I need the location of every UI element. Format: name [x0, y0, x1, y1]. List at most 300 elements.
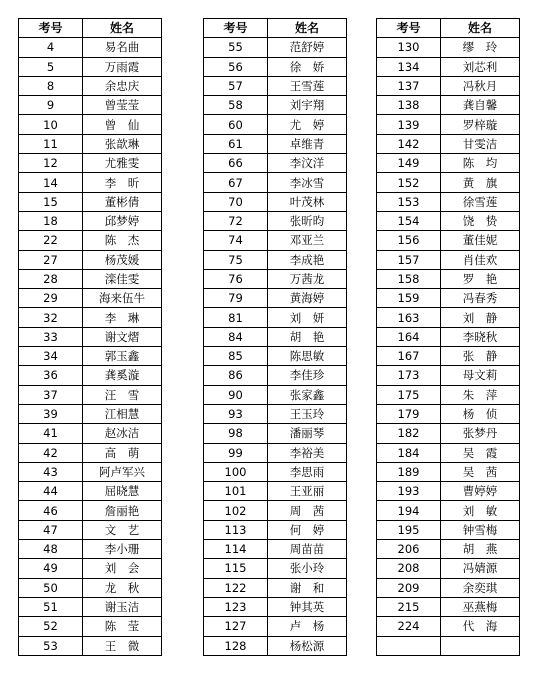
- exam-number-cell: 29: [19, 289, 83, 308]
- student-name-cell: [441, 636, 520, 655]
- exam-number-cell: 156: [377, 231, 441, 250]
- student-name-cell: 杨 侦: [441, 404, 520, 423]
- header-row: [204, 19, 347, 38]
- table-row: [204, 559, 347, 578]
- student-name-cell: 郭玉鑫: [83, 347, 162, 366]
- table-row: [377, 597, 520, 616]
- exam-number-cell: 57: [204, 76, 268, 95]
- table-row: [204, 366, 347, 385]
- exam-number-cell: 215: [377, 597, 441, 616]
- student-name-cell: 李 琳: [83, 308, 162, 327]
- student-name-cell: 代 海: [441, 617, 520, 636]
- exam-number-cell: 36: [19, 366, 83, 385]
- exam-number-cell: 8: [19, 76, 83, 95]
- exam-number-cell: 184: [377, 443, 441, 462]
- exam-number-cell: 86: [204, 366, 268, 385]
- student-name-cell: 张 静: [441, 347, 520, 366]
- student-name-cell: 龚自馨: [441, 96, 520, 115]
- table-row: [19, 192, 162, 211]
- table-row: [19, 597, 162, 616]
- table-row: [19, 57, 162, 76]
- exam-number-cell: 85: [204, 347, 268, 366]
- header-name: 姓名: [83, 19, 162, 38]
- table-row: [377, 154, 520, 173]
- exam-number-cell: 75: [204, 250, 268, 269]
- student-name-cell: 阿卢军兴: [83, 462, 162, 481]
- roster-table-1: [18, 18, 162, 656]
- exam-number-cell: 49: [19, 559, 83, 578]
- student-name-cell: 刘芯利: [441, 57, 520, 76]
- student-name-cell: 张梦丹: [441, 424, 520, 443]
- exam-number-cell: 193: [377, 482, 441, 501]
- exam-number-cell: 98: [204, 424, 268, 443]
- table-row: [204, 597, 347, 616]
- student-name-cell: 邓亚兰: [268, 231, 347, 250]
- exam-number-cell: 72: [204, 211, 268, 230]
- exam-number-cell: 79: [204, 289, 268, 308]
- exam-number-cell: 28: [19, 269, 83, 288]
- table-row: [19, 134, 162, 153]
- student-name-cell: 母文莉: [441, 366, 520, 385]
- student-name-cell: 董佳妮: [441, 231, 520, 250]
- student-name-cell: 罗梓璇: [441, 115, 520, 134]
- header-number: 考号: [19, 19, 83, 38]
- student-name-cell: 滦佳雯: [83, 269, 162, 288]
- student-name-cell: 饶 贽: [441, 211, 520, 230]
- table-row: [377, 617, 520, 636]
- table-row: [204, 211, 347, 230]
- exam-number-cell: 33: [19, 327, 83, 346]
- exam-number-cell: 61: [204, 134, 268, 153]
- table-row: [204, 443, 347, 462]
- table-row: [377, 76, 520, 95]
- exam-number-cell: 206: [377, 540, 441, 559]
- student-name-cell: 谢玉洁: [83, 597, 162, 616]
- student-name-cell: 李汶洋: [268, 154, 347, 173]
- header-number: 考号: [204, 19, 268, 38]
- exam-number-cell: 56: [204, 57, 268, 76]
- exam-number-cell: 128: [204, 636, 268, 655]
- table-row: [19, 443, 162, 462]
- student-name-cell: 王玉玲: [268, 404, 347, 423]
- table-row: [204, 192, 347, 211]
- student-name-cell: 徐雪莲: [441, 192, 520, 211]
- table-row: [204, 134, 347, 153]
- exam-number-cell: 46: [19, 501, 83, 520]
- table-row: [19, 154, 162, 173]
- student-name-cell: 赵冰洁: [83, 424, 162, 443]
- table-row: [19, 366, 162, 385]
- exam-number-cell: 189: [377, 462, 441, 481]
- table-row: [19, 520, 162, 539]
- exam-number-cell: 22: [19, 231, 83, 250]
- header-number: 考号: [377, 19, 441, 38]
- table-row: [19, 327, 162, 346]
- student-name-cell: 张小玲: [268, 559, 347, 578]
- exam-number-cell: 195: [377, 520, 441, 539]
- student-name-cell: 李佳珍: [268, 366, 347, 385]
- student-name-cell: 黄海婷: [268, 289, 347, 308]
- student-name-cell: 刘 静: [441, 308, 520, 327]
- exam-number-cell: 149: [377, 154, 441, 173]
- exam-number-cell: 90: [204, 385, 268, 404]
- exam-number-cell: 113: [204, 520, 268, 539]
- table-row: [204, 115, 347, 134]
- header-row: [377, 19, 520, 38]
- table-row: [19, 347, 162, 366]
- table-row: [377, 385, 520, 404]
- table-row: [377, 269, 520, 288]
- table-row: [204, 636, 347, 655]
- student-name-cell: 李小珊: [83, 540, 162, 559]
- exam-number-cell: 18: [19, 211, 83, 230]
- exam-number-cell: 70: [204, 192, 268, 211]
- exam-number-cell: 154: [377, 211, 441, 230]
- exam-number-cell: 122: [204, 578, 268, 597]
- student-name-cell: 潘丽琴: [268, 424, 347, 443]
- exam-number-cell: 50: [19, 578, 83, 597]
- table-row: [204, 76, 347, 95]
- student-name-cell: 朱 萍: [441, 385, 520, 404]
- table-row: [19, 38, 162, 57]
- exam-number-cell: 157: [377, 250, 441, 269]
- exam-number-cell: 99: [204, 443, 268, 462]
- exam-number-cell: 43: [19, 462, 83, 481]
- student-name-cell: 吴 茜: [441, 462, 520, 481]
- exam-number-cell: [377, 636, 441, 655]
- table-row: [377, 636, 520, 655]
- exam-number-cell: 76: [204, 269, 268, 288]
- student-name-cell: 刘 会: [83, 559, 162, 578]
- student-name-cell: 冯婧源: [441, 559, 520, 578]
- exam-number-cell: 52: [19, 617, 83, 636]
- student-name-cell: 卢 杨: [268, 617, 347, 636]
- table-row: [19, 269, 162, 288]
- exam-number-cell: 139: [377, 115, 441, 134]
- table-row: [204, 501, 347, 520]
- student-name-cell: 谢文熠: [83, 327, 162, 346]
- table-row: [19, 385, 162, 404]
- table-row: [204, 269, 347, 288]
- table-row: [377, 173, 520, 192]
- student-name-cell: 文 艺: [83, 520, 162, 539]
- table-row: [377, 231, 520, 250]
- student-name-cell: 陈 莹: [83, 617, 162, 636]
- table-row: [377, 211, 520, 230]
- student-name-cell: 董彬倩: [83, 192, 162, 211]
- exam-number-cell: 10: [19, 115, 83, 134]
- student-name-cell: 汪 雪: [83, 385, 162, 404]
- table-row: [377, 424, 520, 443]
- exam-number-cell: 12: [19, 154, 83, 173]
- table-row: [377, 443, 520, 462]
- student-name-cell: 李晓秋: [441, 327, 520, 346]
- student-name-cell: 龚奚漩: [83, 366, 162, 385]
- table-row: [204, 617, 347, 636]
- student-name-cell: 杨松源: [268, 636, 347, 655]
- student-name-cell: 万茜龙: [268, 269, 347, 288]
- table-row: [19, 173, 162, 192]
- student-name-cell: 周 茜: [268, 501, 347, 520]
- student-name-cell: 叶茂林: [268, 192, 347, 211]
- table-row: [377, 192, 520, 211]
- table-row: [204, 520, 347, 539]
- exam-number-cell: 42: [19, 443, 83, 462]
- student-name-cell: 高 萌: [83, 443, 162, 462]
- table-row: [377, 540, 520, 559]
- student-name-cell: 张昕昀: [268, 211, 347, 230]
- table-row: [204, 385, 347, 404]
- student-name-cell: 尤 婷: [268, 115, 347, 134]
- table-row: [204, 578, 347, 597]
- table-row: [377, 559, 520, 578]
- student-name-cell: 刘 妍: [268, 308, 347, 327]
- exam-number-cell: 167: [377, 347, 441, 366]
- exam-number-cell: 175: [377, 385, 441, 404]
- table-row: [204, 462, 347, 481]
- table-row: [204, 154, 347, 173]
- table-row: [377, 578, 520, 597]
- student-name-cell: 罗 艳: [441, 269, 520, 288]
- exam-number-cell: 209: [377, 578, 441, 597]
- exam-number-cell: 123: [204, 597, 268, 616]
- exam-number-cell: 158: [377, 269, 441, 288]
- table-row: [377, 501, 520, 520]
- student-name-cell: 曾 仙: [83, 115, 162, 134]
- table-row: [204, 347, 347, 366]
- table-row: [19, 308, 162, 327]
- table-row: [204, 540, 347, 559]
- exam-number-cell: 4: [19, 38, 83, 57]
- student-name-cell: 张家鑫: [268, 385, 347, 404]
- student-name-cell: 张歆琳: [83, 134, 162, 153]
- exam-number-cell: 5: [19, 57, 83, 76]
- exam-number-cell: 137: [377, 76, 441, 95]
- student-name-cell: 屈晓慧: [83, 482, 162, 501]
- student-name-cell: 冯春秀: [441, 289, 520, 308]
- exam-number-cell: 153: [377, 192, 441, 211]
- table-row: [377, 57, 520, 76]
- table-row: [19, 96, 162, 115]
- exam-number-cell: 9: [19, 96, 83, 115]
- table-row: [377, 250, 520, 269]
- student-name-cell: 王亚丽: [268, 482, 347, 501]
- table-row: [204, 308, 347, 327]
- exam-number-cell: 134: [377, 57, 441, 76]
- exam-number-cell: 55: [204, 38, 268, 57]
- table-row: [19, 636, 162, 655]
- table-row: [377, 520, 520, 539]
- student-name-cell: 邱梦婷: [83, 211, 162, 230]
- table-row: [19, 76, 162, 95]
- table-row: [204, 38, 347, 57]
- student-name-cell: 陈 均: [441, 154, 520, 173]
- exam-number-cell: 74: [204, 231, 268, 250]
- table-row: [19, 211, 162, 230]
- exam-number-cell: 14: [19, 173, 83, 192]
- student-name-cell: 巫燕梅: [441, 597, 520, 616]
- table-row: [377, 38, 520, 57]
- exam-number-cell: 15: [19, 192, 83, 211]
- student-name-cell: 李成艳: [268, 250, 347, 269]
- table-row: [377, 482, 520, 501]
- student-name-cell: 王雪莲: [268, 76, 347, 95]
- student-name-cell: 万雨霞: [83, 57, 162, 76]
- table-row: [204, 173, 347, 192]
- student-name-cell: 陈 杰: [83, 231, 162, 250]
- table-row: [204, 231, 347, 250]
- table-row: [19, 617, 162, 636]
- table-row: [377, 462, 520, 481]
- student-name-cell: 冯秋月: [441, 76, 520, 95]
- exam-number-cell: 115: [204, 559, 268, 578]
- exam-number-cell: 101: [204, 482, 268, 501]
- table-row: [377, 115, 520, 134]
- student-name-cell: 陈思敏: [268, 347, 347, 366]
- student-name-cell: 刘宇翔: [268, 96, 347, 115]
- exam-number-cell: 179: [377, 404, 441, 423]
- student-name-cell: 杨茂媛: [83, 250, 162, 269]
- table-row: [377, 327, 520, 346]
- exam-number-cell: 84: [204, 327, 268, 346]
- student-name-cell: 李思雨: [268, 462, 347, 481]
- student-name-cell: 詹丽艳: [83, 501, 162, 520]
- table-row: [204, 482, 347, 501]
- exam-number-cell: 81: [204, 308, 268, 327]
- table-row: [19, 540, 162, 559]
- table-row: [377, 366, 520, 385]
- exam-number-cell: 39: [19, 404, 83, 423]
- table-row: [204, 327, 347, 346]
- table-row: [19, 115, 162, 134]
- exam-number-cell: 152: [377, 173, 441, 192]
- table-row: [204, 424, 347, 443]
- exam-number-cell: 182: [377, 424, 441, 443]
- student-name-cell: 胡 艳: [268, 327, 347, 346]
- exam-number-cell: 58: [204, 96, 268, 115]
- exam-number-cell: 48: [19, 540, 83, 559]
- student-name-cell: 刘 敏: [441, 501, 520, 520]
- student-name-cell: 吴 霞: [441, 443, 520, 462]
- student-name-cell: 李冰雪: [268, 173, 347, 192]
- student-name-cell: 余忠庆: [83, 76, 162, 95]
- header-row: [19, 19, 162, 38]
- table-row: [204, 404, 347, 423]
- exam-number-cell: 114: [204, 540, 268, 559]
- student-name-cell: 胡 燕: [441, 540, 520, 559]
- table-row: [204, 96, 347, 115]
- exam-number-cell: 130: [377, 38, 441, 57]
- exam-number-cell: 67: [204, 173, 268, 192]
- student-name-cell: 海来伍牛: [83, 289, 162, 308]
- student-name-cell: 周苗苗: [268, 540, 347, 559]
- exam-number-cell: 27: [19, 250, 83, 269]
- table-row: [19, 424, 162, 443]
- student-name-cell: 何 婷: [268, 520, 347, 539]
- student-name-cell: 王 微: [83, 636, 162, 655]
- exam-number-cell: 37: [19, 385, 83, 404]
- student-name-cell: 龙 秋: [83, 578, 162, 597]
- table-row: [377, 134, 520, 153]
- exam-number-cell: 100: [204, 462, 268, 481]
- exam-number-cell: 66: [204, 154, 268, 173]
- student-name-cell: 黄 旗: [441, 173, 520, 192]
- student-name-cell: 甘雯洁: [441, 134, 520, 153]
- table-row: [204, 250, 347, 269]
- table-row: [377, 96, 520, 115]
- table-row: [19, 404, 162, 423]
- table-row: [204, 57, 347, 76]
- student-name-cell: 谢 和: [268, 578, 347, 597]
- roster-table-3: [376, 18, 520, 656]
- exam-number-cell: 163: [377, 308, 441, 327]
- exam-number-cell: 51: [19, 597, 83, 616]
- student-name-cell: 曾莹莹: [83, 96, 162, 115]
- student-name-cell: 钟雪梅: [441, 520, 520, 539]
- exam-number-cell: 32: [19, 308, 83, 327]
- table-row: [19, 231, 162, 250]
- student-name-cell: 卓维青: [268, 134, 347, 153]
- exam-number-cell: 44: [19, 482, 83, 501]
- table-row: [377, 289, 520, 308]
- table-row: [204, 289, 347, 308]
- exam-number-cell: 53: [19, 636, 83, 655]
- exam-number-cell: 208: [377, 559, 441, 578]
- roster-table-2: [203, 18, 347, 656]
- exam-number-cell: 164: [377, 327, 441, 346]
- student-name-cell: 钟其英: [268, 597, 347, 616]
- student-name-cell: 李 昕: [83, 173, 162, 192]
- exam-number-cell: 93: [204, 404, 268, 423]
- student-name-cell: 余奕琪: [441, 578, 520, 597]
- exam-number-cell: 224: [377, 617, 441, 636]
- student-name-cell: 缪 玲: [441, 38, 520, 57]
- exam-number-cell: 47: [19, 520, 83, 539]
- exam-number-cell: 11: [19, 134, 83, 153]
- table-row: [19, 559, 162, 578]
- exam-number-cell: 127: [204, 617, 268, 636]
- table-row: [19, 501, 162, 520]
- exam-number-cell: 142: [377, 134, 441, 153]
- student-name-cell: 曹婷婷: [441, 482, 520, 501]
- exam-number-cell: 159: [377, 289, 441, 308]
- header-name: 姓名: [268, 19, 347, 38]
- table-row: [19, 462, 162, 481]
- table-row: [377, 347, 520, 366]
- table-row: [377, 404, 520, 423]
- student-name-cell: 江相慧: [83, 404, 162, 423]
- table-row: [19, 250, 162, 269]
- exam-number-cell: 41: [19, 424, 83, 443]
- exam-number-cell: 34: [19, 347, 83, 366]
- student-name-cell: 范舒婷: [268, 38, 347, 57]
- table-row: [19, 482, 162, 501]
- table-row: [19, 289, 162, 308]
- exam-number-cell: 194: [377, 501, 441, 520]
- exam-number-cell: 60: [204, 115, 268, 134]
- header-name: 姓名: [441, 19, 520, 38]
- student-name-cell: 肖佳欢: [441, 250, 520, 269]
- student-name-cell: 李裕美: [268, 443, 347, 462]
- student-name-cell: 易名曲: [83, 38, 162, 57]
- table-row: [19, 578, 162, 597]
- table-row: [377, 308, 520, 327]
- exam-number-cell: 138: [377, 96, 441, 115]
- exam-number-cell: 173: [377, 366, 441, 385]
- student-name-cell: 尤雅雯: [83, 154, 162, 173]
- exam-number-cell: 102: [204, 501, 268, 520]
- student-name-cell: 徐 娇: [268, 57, 347, 76]
